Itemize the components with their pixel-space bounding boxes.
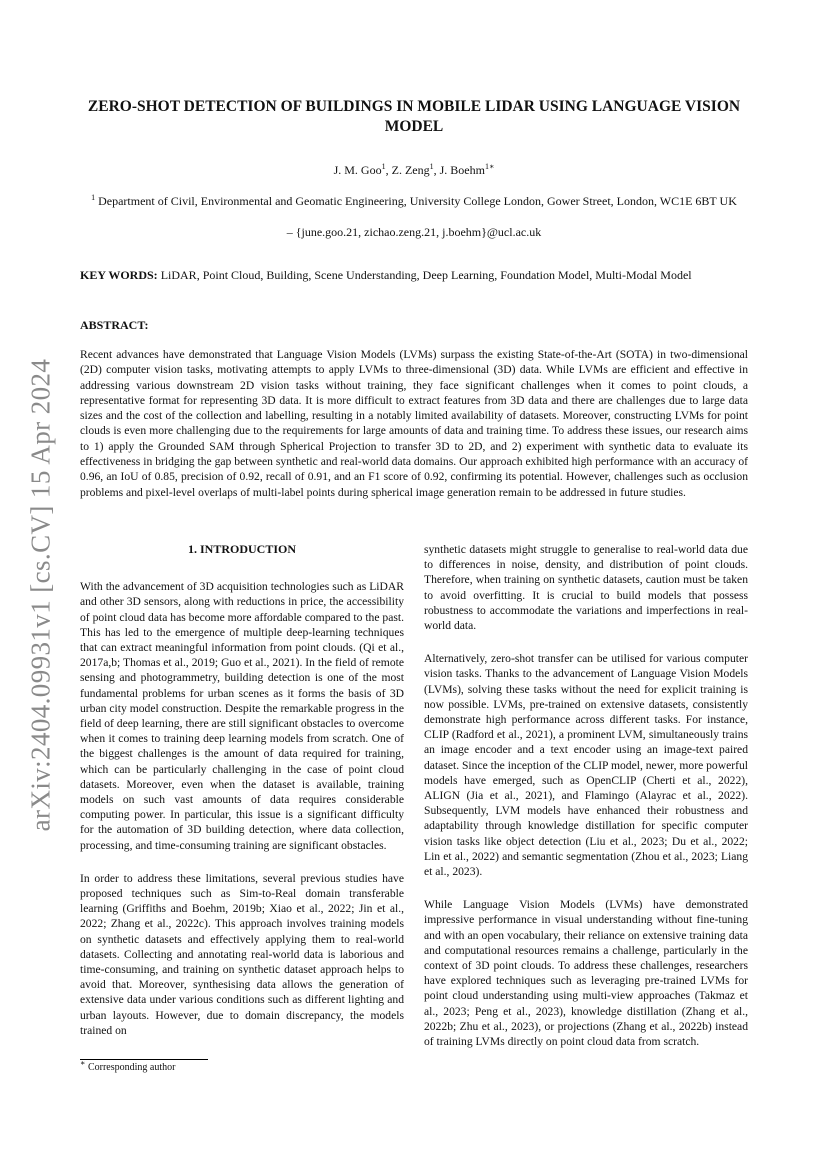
author-name: J. Boehm — [439, 163, 485, 177]
left-column — [80, 542, 404, 1056]
footnote — [80, 1058, 176, 1073]
author-name: Z. Zeng — [391, 163, 430, 177]
affiliation — [80, 194, 748, 209]
affiliation-mark: 1 — [91, 193, 96, 202]
abstract-heading: ABSTRACT: — [80, 318, 149, 332]
right-column — [424, 542, 748, 1067]
author-list: J. M. Goo$^1$, Z. Zeng$^1$, J. Boehm$^{1∗}$ — [333, 162, 495, 177]
author-affiliation-mark: 1 — [381, 162, 386, 171]
paragraph: synthetic datasets might struggle to generalise to real-world data due to differences in noise, density, and distribution of point clouds. Therefore, when training on synthetic datasets, caution must be taken to avoid overfitting. It is crucial to build models that possess robustness to accommodate the variations and imperfections in real-world data. — [424, 543, 748, 633]
author-affiliation-mark: 1 — [429, 162, 434, 171]
paper-title: ZERO-SHOT DETECTION OF BUILDINGS IN MOBILE LIDAR USING LANGUAGE VISION MODEL — [87, 98, 741, 135]
keywords-label: KEY WORDS: — [80, 268, 158, 282]
keywords-text: LiDAR, Point Cloud, Building, Scene Understanding, Deep Learning, Foundation Model, Multi-Modal Model — [160, 268, 692, 282]
paragraph: With the advancement of 3D acquisition technologies such as LiDAR and other 3D sensors, along with reductions in price, the accessibility of point cloud data has become more affordable compared to the past. This has led to the emergence of multiple deep-learning techniques that can extract meaningful information from point clouds. (Qi et al., 2017a,b; Thomas et al., 2019; Guo et al., 2021). In the field of remote sensing and photogrammetry, building detection is one of the most fundamental problems for urban scenes as it forms the basis of 3D urban city model construction. Despite the remarkable progress in the field of deep learning, there are still significant obstacles to overcome when it comes to training deep learning models from scratch. One of the biggest challenges is the amount of data required for training, which can be particularly challenging in the case of point cloud datasets. Moreover, even when the dataset is available, training models on such vast amounts of data requires considerable computing power. In particular, this issue is a significant difficulty for the automation of 3D building detection, where data collection, processing, and time-consuming training are significant obstacles. — [80, 580, 404, 852]
footnote-text: Corresponding author — [87, 1062, 176, 1073]
author-affiliation-mark: 1∗ — [484, 162, 495, 171]
keywords — [80, 268, 748, 283]
footnote-divider — [80, 1059, 208, 1060]
arxiv-stamp-text[interactable]: arXiv:2404.09931v1 [cs.CV] 15 Apr 2024 — [25, 358, 56, 832]
arxiv-stamp — [22, 360, 60, 830]
paragraph: Alternatively, zero-shot transfer can be utilised for various computer vision tasks. Thanks to the advancement of Language Vision Models (LVMs), solving these tasks without the need for explicit training is now possible. LVMs, pre-trained on extensive datasets, consistently demonstrate high performance across different tasks. For instance, CLIP (Radford et al., 2021), a prominent LVM, simultaneously trains an image encoder and a text encoder using an image-text paired dataset. Since the inception of the CLIP model, newer, more powerful models have emerged, such as OpenCLIP (Cherti et al., 2022), ALIGN (Jia et al., 2021), and Flamingo (Alayrac et al., 2022). Subsequently, LVM models have enhanced their robustness and adaptability through knowledge distillation for specific computer vision tasks like object detection (Liu et al., 2023; Du et al., 2022; Lin et al., 2022) and semantic segmentation (Zhou et al., 2023; Liang et al., 2023). — [424, 652, 748, 879]
section-heading-introduction: 1. INTRODUCTION — [187, 542, 296, 556]
abstract-text: Recent advances have demonstrated that Language Vision Models (LVMs) surpass the existing State-of-the-Art (SOTA) in two-dimensional (2D) computer vision tasks, motivating attempts to apply LVMs to three-dimensional (3D) data. While LVMs are efficient and effective in addressing various downstream 2D vision tasks without training, they face significant challenges when it comes to point clouds, a representative format for representing 3D data. It is more difficult to extract features from 3D data and there are challenges due to large data sizes and the cost of the collection and labelling, resulting in a notably limited availability of datasets. Moreover, constructing LVMs for point clouds is even more challenging due to the requirements for large amounts of data and training time. To address these issues, our research aims to 1) apply the Grounded SAM through Spherical Projection to transfer 3D to 2D, and 2) experiment with synthetic data to evaluate its effectiveness in bridging the gap between synthetic and real-world data domains. Our approach exhibited high performance with an accuracy of 0.96, an IoU of 0.85, precision of 0.92, recall of 0.91, and an F1 score of 0.92, confirming its potential. However, challenges such as occlusion problems and pixel-level overlaps of multi-label points during spherical image generation remain to be addressed in future studies. — [80, 348, 748, 499]
author-emails: – {june.goo.21, zichao.zeng.21, j.boehm}@ucl.ac.uk — [286, 225, 542, 239]
paragraph: While Language Vision Models (LVMs) have demonstrated impressive performance in visual understanding without fine-tuning and with an open vocabulary, their reliance on extensive training data and computational resources remains a challenge, particularly in the context of 3D point clouds. To address these challenges, researchers have explored techniques such as leveraging pre-trained LVMs for point cloud understanding using multi-view approaches (Takmaz et al., 2023; Peng et al., 2023), knowledge distillation (Zhang et al., 2022b; Zhu et al., 2023), or projections (Zhang et al., 2022b) instead of training LVMs directly on point cloud data from scratch. — [424, 898, 748, 1049]
paragraph: In order to address these limitations, several previous studies have proposed techniques such as Sim-to-Real domain transferable learning (Griffiths and Boehm, 2019b; Xiao et al., 2022; Jin et al., 2022; Zhang et al., 2022c). This approach involves training models on synthetic datasets and effectively applying them to real-world datasets. Collecting and annotating real-world data is laborious and time-consuming, and training on synthetic dataset approach helps to avoid that. Moreover, synthesising data allows the generation of extensive data under various conditions such as different lighting and urban layouts. However, due to domain discrepancy, the models trained on — [80, 871, 404, 1037]
author-name: J. M. Goo — [333, 163, 382, 177]
affiliation-text: Department of Civil, Environmental and Geomatic Engineering, University College London, Gower Street, London, WC1E 6BT UK — [98, 194, 737, 208]
footnote-mark: ∗ — [80, 1058, 86, 1068]
